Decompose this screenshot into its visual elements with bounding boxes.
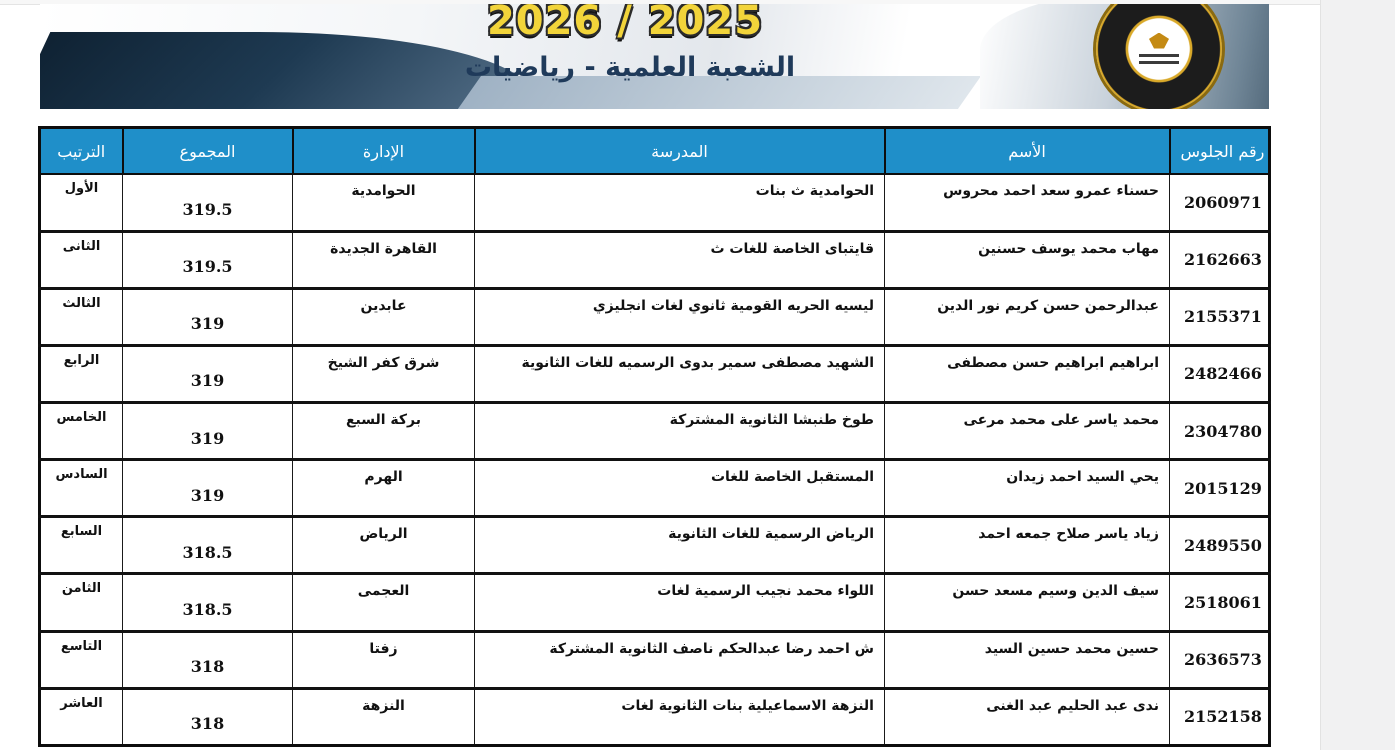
cell-rank: الثامن: [40, 574, 123, 631]
cell-seat-number: 2015129: [1170, 460, 1270, 517]
cell-total: 319: [123, 288, 293, 345]
table-row: [40, 688, 1270, 745]
cell-school: ليسيه الحريه القومية ثانوي لغات انجليزي: [475, 288, 885, 345]
table-row: [40, 345, 1270, 402]
table-row: [40, 574, 1270, 631]
header-total: المجموع: [123, 128, 293, 175]
cell-administration: الحوامدية: [293, 174, 475, 231]
cell-name: مهاب محمد يوسف حسنين: [885, 231, 1170, 288]
header-banner: [40, 4, 1269, 109]
cell-administration: الهرم: [293, 460, 475, 517]
cell-school: الشهيد مصطفى سمير بدوى الرسميه للغات الثانوية: [475, 345, 885, 402]
cell-name: ندى عبد الحليم عبد الغنى: [885, 688, 1170, 745]
cell-name: محمد ياسر على محمد مرعى: [885, 403, 1170, 460]
section-subtitle: الشعبة العلمية - رياضيات: [464, 52, 796, 83]
cell-school: النزهة الاسماعيلية بنات الثانوية لغات: [475, 688, 885, 745]
cell-seat-number: 2152158: [1170, 688, 1270, 745]
vertical-scrollbar[interactable]: [1320, 0, 1395, 750]
cell-rank: السادس: [40, 460, 123, 517]
cell-administration: بركة السبع: [293, 403, 475, 460]
table-row: [40, 288, 1270, 345]
cell-school: المستقبل الخاصة للغات: [475, 460, 885, 517]
cell-name: حسين محمد حسين السيد: [885, 631, 1170, 688]
cell-seat-number: 2155371: [1170, 288, 1270, 345]
cell-administration: شرق كفر الشيخ: [293, 345, 475, 402]
ministry-seal-icon: [1096, 4, 1222, 109]
seal-text-line: [1139, 54, 1179, 57]
cell-seat-number: 2489550: [1170, 517, 1270, 574]
cell-school: طوخ طنبشا الثانوية المشتركة: [475, 403, 885, 460]
table-body: [40, 174, 1270, 746]
cell-name: زياد ياسر صلاح جمعه احمد: [885, 517, 1170, 574]
cell-rank: التاسع: [40, 631, 123, 688]
cell-total: 318.5: [123, 517, 293, 574]
cell-school: الحوامدية ث بنات: [475, 174, 885, 231]
cell-seat-number: 2162663: [1170, 231, 1270, 288]
table-row: [40, 517, 1270, 574]
cell-seat-number: 2304780: [1170, 403, 1270, 460]
header-school: المدرسة: [475, 128, 885, 175]
cell-total: 318.5: [123, 574, 293, 631]
table-row: [40, 174, 1270, 231]
cell-seat-number: 2060971: [1170, 174, 1270, 231]
seal-text-line: [1139, 61, 1179, 64]
table-row: [40, 460, 1270, 517]
cell-rank: الرابع: [40, 345, 123, 402]
cell-school: ش احمد رضا عبدالحكم ناصف الثانوية المشتركة: [475, 631, 885, 688]
cell-total: 319: [123, 460, 293, 517]
header-name: الأسم: [885, 128, 1170, 175]
cell-school: قايتباى الخاصة للغات ث: [475, 231, 885, 288]
results-table: [38, 126, 1271, 747]
cell-rank: الأول: [40, 174, 123, 231]
cell-rank: الثانى: [40, 231, 123, 288]
cell-total: 319.5: [123, 174, 293, 231]
cell-administration: زفتا: [293, 631, 475, 688]
table-row: [40, 231, 1270, 288]
cell-seat-number: 2482466: [1170, 345, 1270, 402]
table-row: [40, 403, 1270, 460]
seal-center: [1131, 21, 1187, 77]
cell-seat-number: 2518061: [1170, 574, 1270, 631]
cell-total: 318: [123, 688, 293, 745]
cell-total: 319: [123, 403, 293, 460]
academic-year: 2026 / 2025: [486, 4, 764, 44]
cell-administration: الرياض: [293, 517, 475, 574]
cell-name: يحي السيد احمد زيدان: [885, 460, 1170, 517]
cell-total: 318: [123, 631, 293, 688]
cell-rank: العاشر: [40, 688, 123, 745]
table-header-row: [40, 128, 1270, 175]
cell-rank: الثالث: [40, 288, 123, 345]
cell-name: ابراهيم ابراهيم حسن مصطفى: [885, 345, 1170, 402]
cell-name: سيف الدين وسيم مسعد حسن: [885, 574, 1170, 631]
cell-administration: عابدين: [293, 288, 475, 345]
results-table-container: [38, 126, 1268, 747]
cell-total: 319: [123, 345, 293, 402]
cell-name: عبدالرحمن حسن كريم نور الدين: [885, 288, 1170, 345]
cell-rank: السابع: [40, 517, 123, 574]
cell-administration: العجمى: [293, 574, 475, 631]
header-seat-number: رقم الجلوس: [1170, 128, 1270, 175]
cell-total: 319.5: [123, 231, 293, 288]
cell-rank: الخامس: [40, 403, 123, 460]
cell-seat-number: 2636573: [1170, 631, 1270, 688]
cell-name: حسناء عمرو سعد احمد محروس: [885, 174, 1170, 231]
eagle-icon: [1149, 33, 1169, 49]
cell-school: الرياض الرسمية للغات الثانوية: [475, 517, 885, 574]
header-administration: الإدارة: [293, 128, 475, 175]
cell-school: اللواء محمد نجيب الرسمية لغات: [475, 574, 885, 631]
header-rank: الترتيب: [40, 128, 123, 175]
cell-administration: النزهة: [293, 688, 475, 745]
cell-administration: القاهرة الجديدة: [293, 231, 475, 288]
table-row: [40, 631, 1270, 688]
